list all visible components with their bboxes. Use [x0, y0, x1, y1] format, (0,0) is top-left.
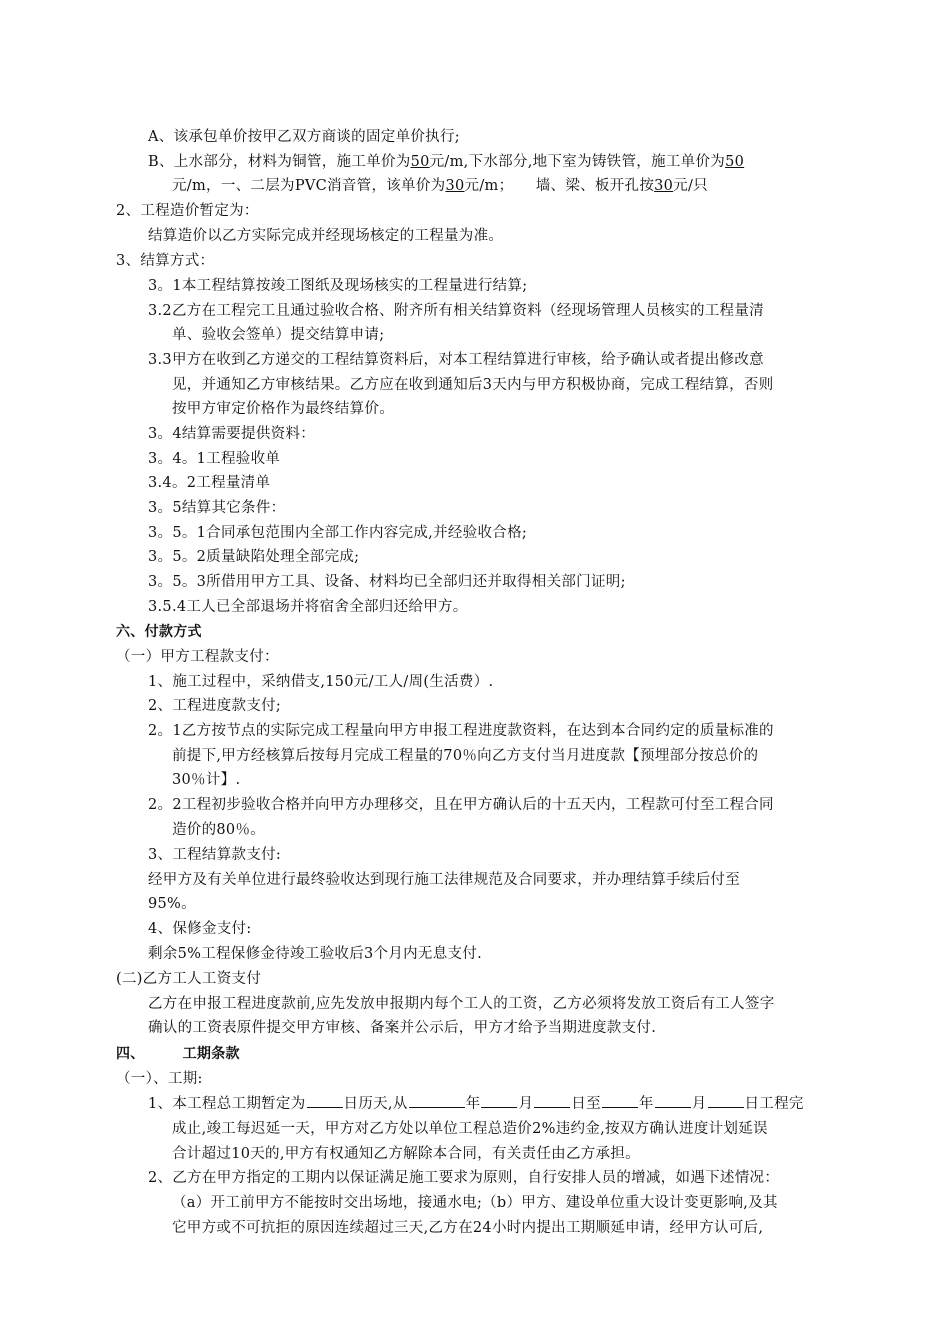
payment-item-1: 1、施工过程中，采纳借支,150元/工人/周(生活费）. — [148, 674, 494, 690]
clause-3-4-1: 3。4。1工程验收单 — [148, 451, 281, 467]
schedule-item-2-cont: （a）开工前甲方不能按时交出场地，接通水电;（b）甲方、建设单位重大设计变更影响,及其 — [172, 1195, 778, 1211]
paragraph: 确认的工资表原件提交甲方审核、备案并公示后，甲方才给予当期进度款支付. — [148, 1020, 657, 1036]
text: 月 — [691, 1096, 707, 1112]
price-lower-water: 50 — [725, 154, 745, 170]
payment-item-2-2: 2。2工程初步验收合格并向甲方办理移交，且在甲方确认后的十五天内，工程款可付至工程合同 — [148, 797, 774, 813]
text: 元/m,下水部分,地下室为铸铁管，施工单价为 — [429, 154, 726, 170]
text: 日历天,从 — [343, 1096, 408, 1112]
subsection-heading: (二)乙方工人工资支付 — [116, 971, 262, 987]
clause-3-3-cont: 见，并通知乙方审核结果。乙方应在收到通知后3天内与甲方积极协商，完成工程结算，否则 — [172, 377, 774, 393]
text: 月 — [518, 1096, 534, 1112]
text: 元/m； 墙、梁、板开孔按 — [464, 178, 655, 194]
schedule-item-1-cont: 合计超过10天的,甲方有权通知乙方解除本合同，有关责任由乙方承担。 — [172, 1146, 640, 1162]
clause-3-4-2: 3.4。2工程量清单 — [148, 475, 271, 491]
payment-item-2-2-cont: 造价的80％。 — [172, 822, 266, 838]
paragraph: 经甲方及有关单位进行最终验收达到现行施工法律规范及合同要求，并办理结算手续后付至 — [148, 872, 740, 888]
clause-3-1: 3。1本工程结算按竣工图纸及现场核实的工程量进行结算; — [148, 278, 528, 294]
clause-3-4: 3。4结算需要提供资料： — [148, 426, 316, 442]
subsection-heading: （一）、工期: — [116, 1071, 203, 1087]
schedule-item-2: 2、乙方在甲方指定的工期内以保证满足施工要求为原则，自行安排人员的增减，如遇下述情况： — [148, 1170, 780, 1186]
blank-month — [655, 1093, 691, 1108]
clause-3-3-cont: 按甲方审定价格作为最终结算价。 — [172, 401, 394, 417]
text: 元/只 — [673, 178, 708, 194]
paragraph: 结算造价以乙方实际完成并经现场核定的工程量为准。 — [148, 228, 504, 244]
clause-3-5: 3。5结算其它条件： — [148, 500, 286, 516]
schedule-item-1-cont: 成止,竣工每迟延一天，甲方对乙方处以单位工程总造价2%违约金,按双方确认进度计划延误 — [172, 1121, 768, 1137]
blank-year — [602, 1093, 638, 1108]
text: 年 — [638, 1096, 654, 1112]
text: 1、本工程总工期暂定为 — [148, 1096, 306, 1112]
clause-3-3: 3.3甲方在收到乙方递交的工程结算资料后，对本工程结算进行审核，给予确认或者提出修改意 — [148, 352, 764, 368]
section-3-heading: 3、结算方式： — [116, 253, 215, 269]
section-heading-payment: 六、付款方式 — [116, 624, 202, 640]
payment-item-2: 2、工程进度款支付; — [148, 698, 282, 714]
blank-days — [307, 1093, 343, 1108]
payment-item-2-1-cont: 前提下,甲方经核算后按每月完成工程量的70％向乙方支付当月进度款【预埋部分按总价的 — [172, 748, 759, 764]
section-title: 工期条款 — [182, 1046, 240, 1062]
price-pvc: 30 — [445, 178, 465, 194]
paragraph: 剩余5%工程保修金待竣工验收后3个月内无息支付. — [148, 946, 483, 962]
payment-item-4: 4、保修金支付: — [148, 921, 252, 937]
blank-day — [708, 1093, 744, 1108]
price-upper-water: 50 — [410, 154, 430, 170]
blank-year — [409, 1093, 465, 1108]
price-hole: 30 — [654, 178, 674, 194]
blank-day — [534, 1093, 570, 1108]
subsection-heading: （一）甲方工程款支付： — [116, 649, 279, 665]
text: 日至 — [571, 1096, 601, 1112]
clause-3-5-2: 3。5。2质量缺陷处理全部完成; — [148, 549, 360, 565]
clause-b-line1 — [148, 151, 744, 173]
section-number: 四、 — [116, 1046, 145, 1062]
clause-3-5-3: 3。5。3所借用甲方工具、设备、材料均已全部归还并取得相关部门证明; — [148, 574, 626, 590]
text: B、上水部分，材料为铜管，施工单价为 — [148, 154, 411, 170]
clause-3-5-4: 3.5.4工人已全部退场并将宿舍全部归还给甲方。 — [148, 599, 468, 615]
clause-3-2: 3.2乙方在工程完工且通过验收合格、附齐所有相关结算资料（经现场管理人员核实的工程量清 — [148, 303, 764, 319]
payment-item-3: 3、工程结算款支付: — [148, 847, 282, 863]
section-heading-schedule — [116, 1043, 240, 1065]
text: 元/m，一、二层为PVC消音管，该单价为 — [172, 178, 446, 194]
payment-item-2-1: 2。1乙方按节点的实际完成工程量向甲方申报工程进度款资料，在达到本合同约定的质量标准的 — [148, 723, 774, 739]
section-2-heading: 2、工程造价暂定为： — [116, 203, 259, 219]
clause-b-line2 — [172, 175, 708, 197]
paragraph: 乙方在申报工程进度款前,应先发放申报期内每个工人的工资，乙方必须将发放工资后有工人签字 — [148, 996, 775, 1012]
payment-item-2-1-cont: 30％计】. — [172, 772, 241, 788]
paragraph: 95%。 — [148, 896, 196, 912]
clause-a: A、该承包单价按甲乙双方商谈的固定单价执行; — [148, 129, 460, 145]
schedule-item-1 — [148, 1093, 804, 1115]
text: 年 — [465, 1096, 481, 1112]
clause-3-5-1: 3。5。1合同承包范围内全部工作内容完成,并经验收合格; — [148, 525, 528, 541]
text: 日工程完 — [744, 1096, 804, 1112]
blank-month — [481, 1093, 517, 1108]
schedule-item-2-cont: 它甲方或不可抗拒的原因连续超过三天,乙方在24小时内提出工期顺延申请，经甲方认可后, — [172, 1220, 764, 1236]
clause-3-2-cont: 单、验收会签单）提交结算申请; — [172, 327, 385, 343]
